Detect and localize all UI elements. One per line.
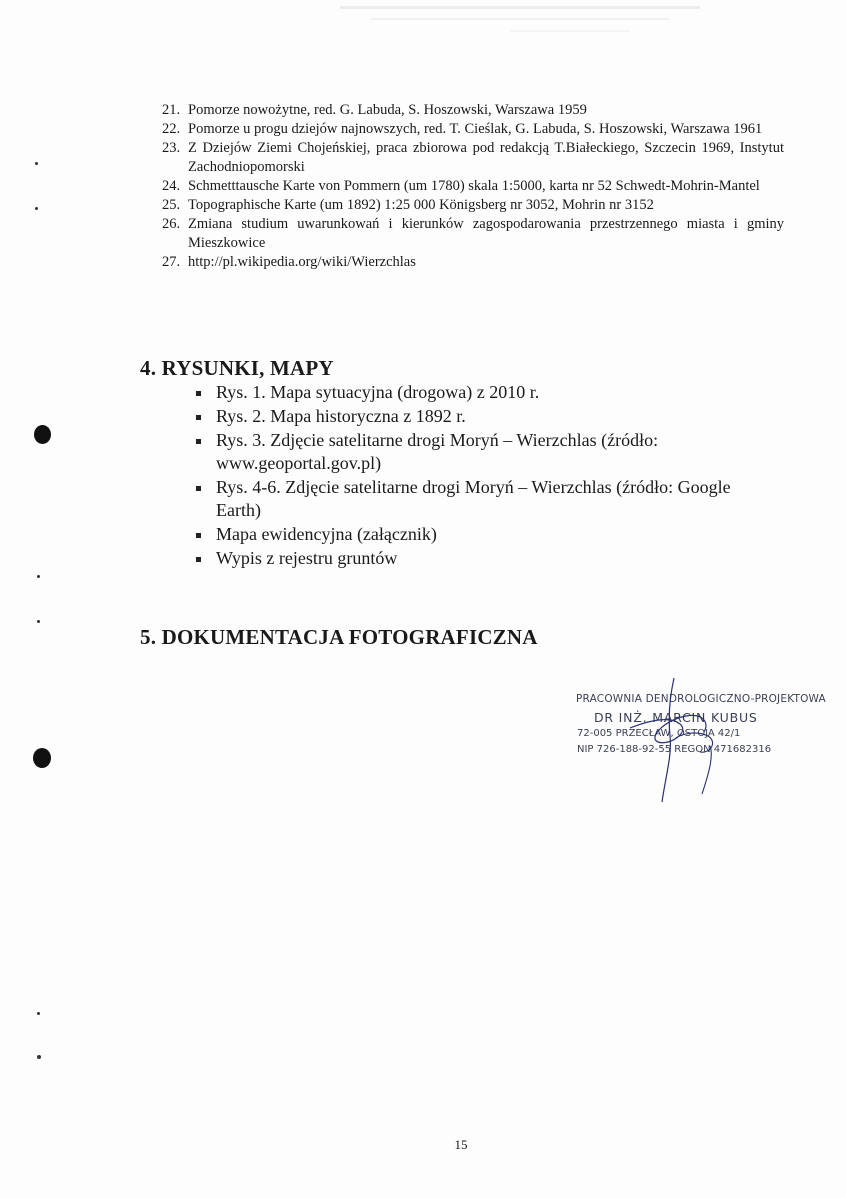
bibliography-item: 22. Pomorze u progu dziejów najnowszych, red. T. Cieślak, G. Labuda, S. Hoszowski, Warszawa 1961: [162, 121, 763, 137]
scan-speck: [35, 207, 38, 210]
page-number: 15: [454, 1137, 468, 1152]
bullet-icon: [190, 381, 216, 404]
scan-speck: [35, 162, 38, 165]
scan-speck: [37, 1055, 41, 1059]
list-item: Rys. 1. Mapa sytuacyjna (drogowa) z 2010 r.: [190, 381, 750, 404]
bibliography-item: 27. http://pl.wikipedia.org/wiki/Wierzchlas: [162, 254, 416, 270]
signature-icon: [610, 676, 730, 806]
drawings-list: [190, 381, 750, 571]
scan-speck: [37, 620, 40, 623]
list-item: Wypis z rejestru gruntów: [190, 547, 750, 570]
list-item: Mapa ewidencyjna (załącznik): [190, 523, 750, 546]
bullet-icon: [190, 547, 216, 570]
bibliography-item: 26. Zmiana studium uwarunkowań i kierunków zagospodarowania przestrzennego miasta i gminy Mieszkowice: [162, 216, 784, 251]
bibliography-item: 23. Z Dziejów Ziemi Chojeńskiej, praca zbiorowa pod redakcją T.Białeckiego, Szczecin 1969, Instytut Zachodniopomorski: [162, 140, 784, 175]
stamp-person-name: DR INŻ. MARCIN KUBUS: [594, 710, 758, 725]
stamp-address: 72-005 PRZECŁAW, OSTOJA 42/1: [577, 728, 741, 739]
scan-artifact: [330, 0, 710, 40]
bibliography-item: 24. Schmetttausche Karte von Pommern (um 1780) skala 1:5000, karta nr 52 Schwedt-Mohrin-Mantel: [162, 178, 760, 194]
section-heading-photo-documentation: 5. DOKUMENTACJA FOTOGRAFICZNA: [140, 625, 538, 649]
bullet-icon: [190, 523, 216, 546]
section-heading-drawings-maps: 4. RYSUNKI, MAPY: [140, 356, 334, 380]
scan-speck: [37, 1012, 40, 1015]
punch-hole: [33, 748, 51, 768]
bibliography-item: 21. Pomorze nowożytne, red. G. Labuda, S. Hoszowski, Warszawa 1959: [162, 102, 587, 118]
list-item: Rys. 3. Zdjęcie satelitarne drogi Moryń – Wierzchlas (źródło: www.geoportal.gov.pl): [190, 429, 750, 475]
bullet-icon: [190, 476, 216, 499]
list-item: Rys. 2. Mapa historyczna z 1892 r.: [190, 405, 750, 428]
stamp-tax-ids: NIP 726-188-92-55 REGON 471682316: [577, 744, 772, 755]
scan-speck: [37, 575, 40, 578]
bibliography-item: 25. Topographische Karte (um 1892) 1:25 000 Königsberg nr 3052, Mohrin nr 3152: [162, 197, 654, 213]
bullet-icon: [190, 405, 216, 428]
bibliography-list: [162, 101, 784, 272]
bullet-icon: [190, 429, 216, 452]
stamp-company-name: PRACOWNIA DENDROLOGICZNO-PROJEKTOWA: [576, 693, 826, 705]
punch-hole: [34, 425, 51, 444]
list-item: Rys. 4-6. Zdjęcie satelitarne drogi Moryń – Wierzchlas (źródło: Google Earth): [190, 476, 750, 522]
